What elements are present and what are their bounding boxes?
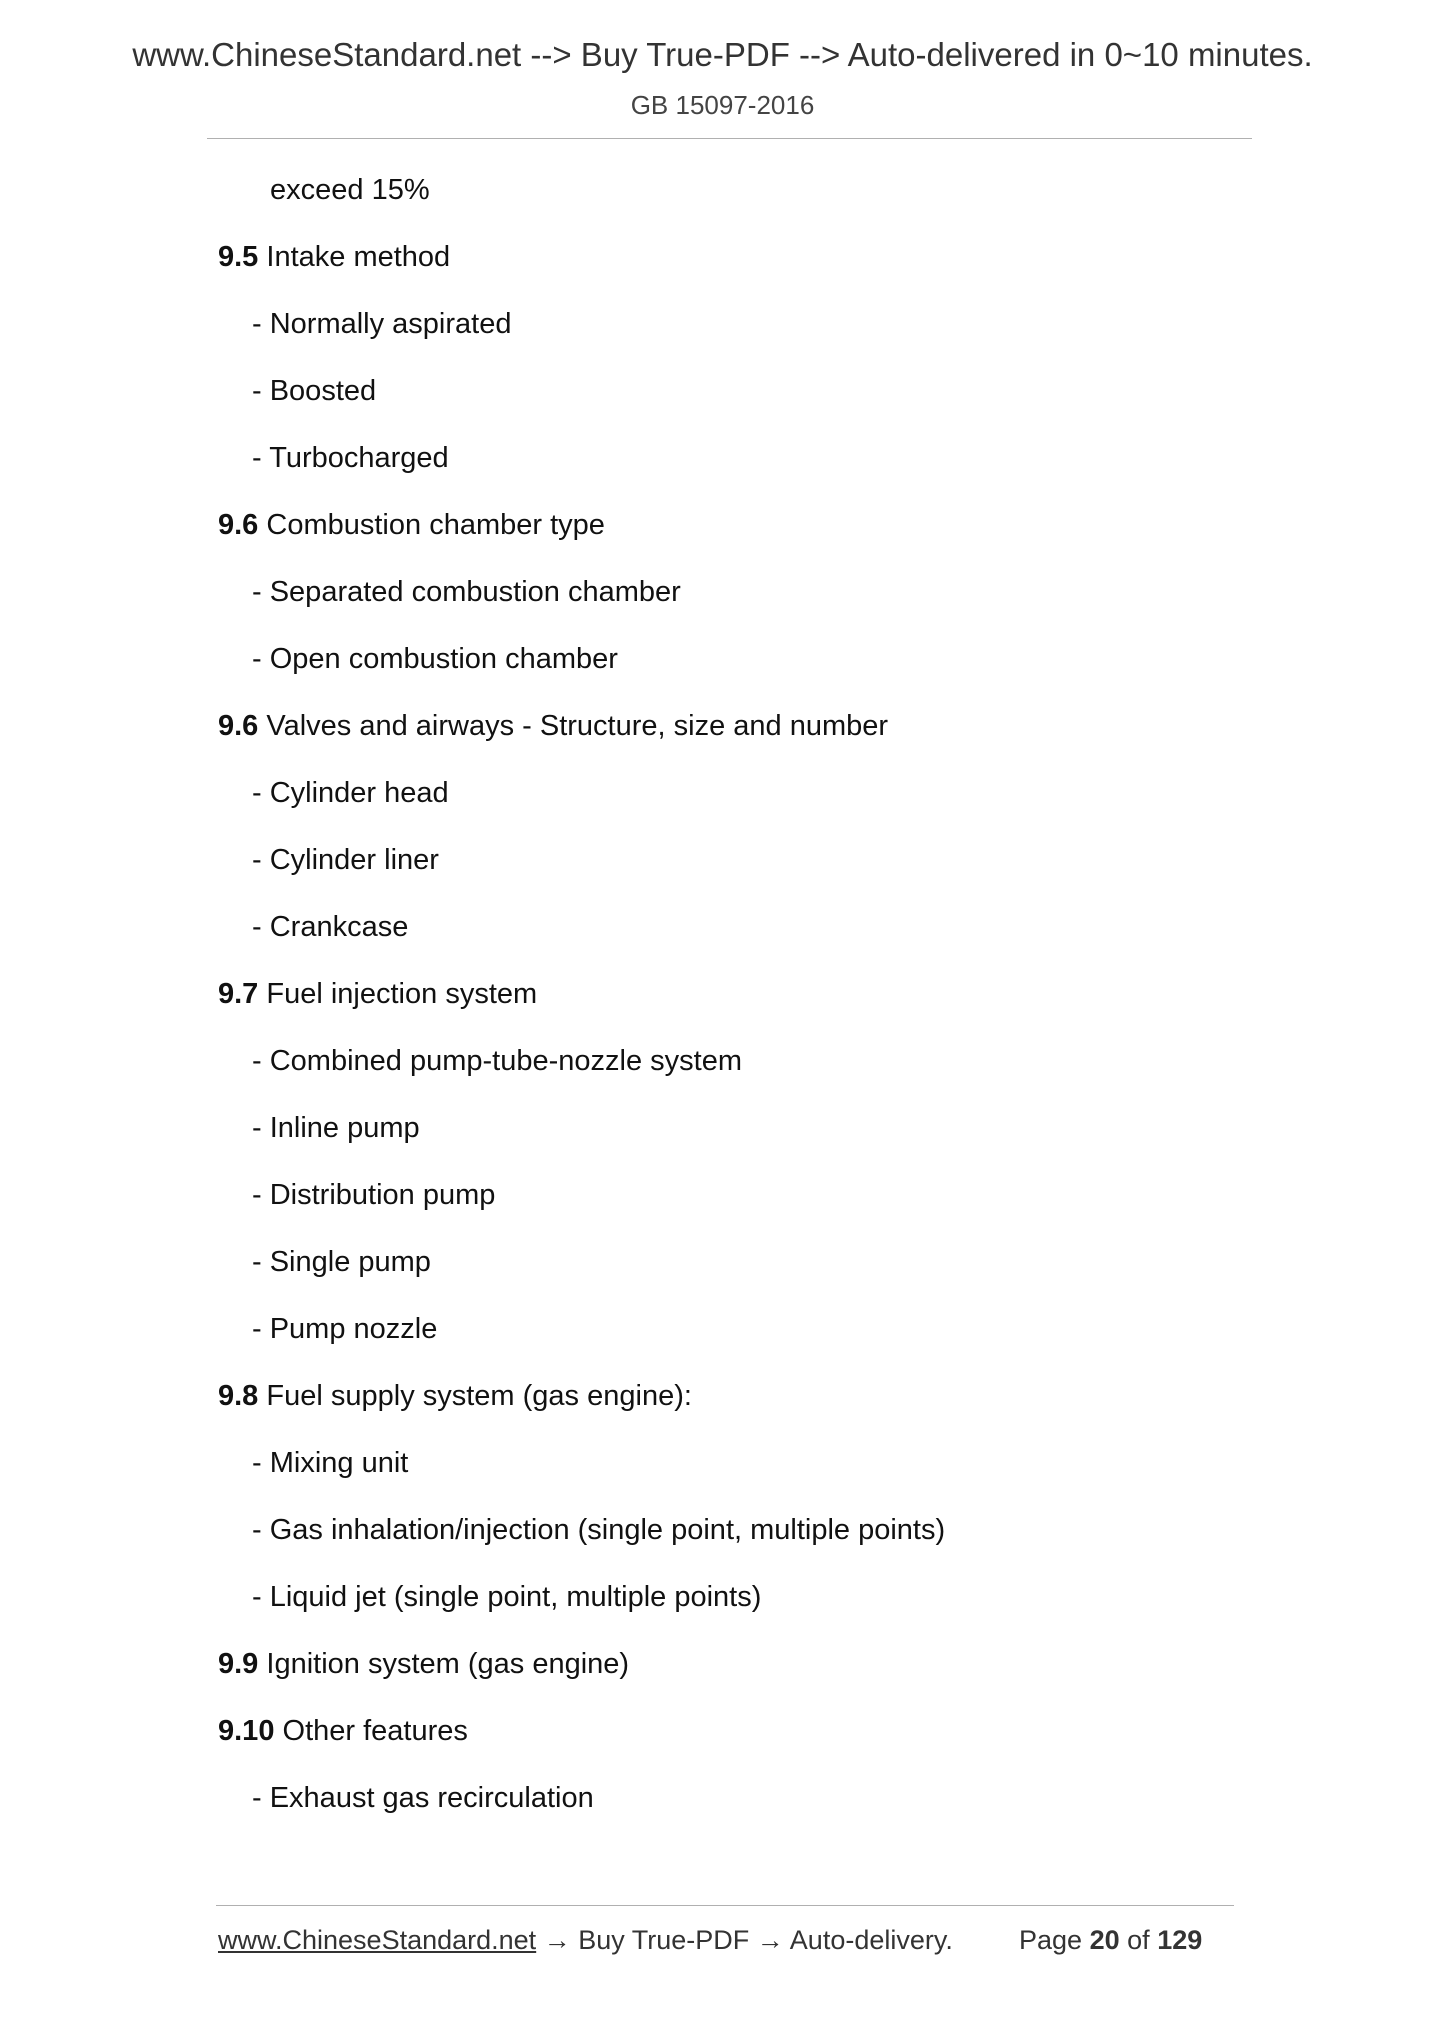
list-item: - Separated combustion chamber <box>252 576 681 608</box>
page-number: 20 <box>1089 1925 1120 1955</box>
list-item: - Crankcase <box>252 911 409 943</box>
section-title: Ignition system (gas engine) <box>266 1648 630 1680</box>
arrow-icon: → <box>543 1925 571 1955</box>
page-label: Page <box>1019 1925 1083 1955</box>
list-item: - Boosted <box>252 375 377 407</box>
section-title: Combustion chamber type <box>266 509 605 541</box>
section-title: Intake method <box>266 241 451 273</box>
list-item: - Gas inhalation/injection (single point, multiple points) <box>252 1514 946 1546</box>
list-item: - Cylinder liner <box>252 844 439 876</box>
footer-divider <box>216 1905 1234 1906</box>
header-divider <box>207 138 1252 139</box>
list-item: - Combined pump-tube-nozzle system <box>252 1045 742 1077</box>
section-9-7-heading <box>218 977 537 1011</box>
list-item: - Exhaust gas recirculation <box>252 1782 594 1814</box>
section-number: 9.6 <box>218 509 259 541</box>
section-9-5-heading <box>218 240 450 274</box>
section-9-8-heading <box>218 1379 692 1413</box>
list-item: - Pump nozzle <box>252 1313 438 1345</box>
section-9-10-heading <box>218 1714 468 1748</box>
standard-id: GB 15097-2016 <box>630 90 815 120</box>
page-indicator <box>1019 1924 1202 1956</box>
list-item: - Inline pump <box>252 1112 420 1144</box>
section-number: 9.10 <box>218 1715 275 1747</box>
list-item: - Mixing unit <box>252 1447 409 1479</box>
section-title: Other features <box>282 1715 468 1747</box>
of-label: of <box>1127 1925 1150 1955</box>
section-number: 9.9 <box>218 1648 259 1680</box>
list-item: - Cylinder head <box>252 777 449 809</box>
section-number: 9.6 <box>218 710 259 742</box>
list-item: - Distribution pump <box>252 1179 496 1211</box>
page-total: 129 <box>1157 1925 1203 1955</box>
arrow-icon: → <box>756 1925 784 1955</box>
section-title: Fuel injection system <box>266 978 538 1010</box>
section-number: 9.5 <box>218 241 259 273</box>
list-item: - Single pump <box>252 1246 431 1278</box>
list-item: - Turbocharged <box>252 442 449 474</box>
buy-true-pdf-text: Buy True-PDF <box>578 1925 750 1955</box>
section-number: 9.7 <box>218 978 259 1010</box>
section-title: Fuel supply system (gas engine): <box>266 1380 692 1412</box>
section-9-9-heading <box>218 1647 629 1681</box>
section-title: Valves and airways - Structure, size and number <box>266 710 889 742</box>
footer-nav <box>218 1924 953 1956</box>
auto-delivery-text: Auto-delivery. <box>789 1925 953 1955</box>
header-banner: www.ChineseStandard.net --> Buy True-PDF --> Auto-delivered in 0~10 minutes. <box>132 36 1313 73</box>
list-item: - Liquid jet (single point, multiple points) <box>252 1581 762 1613</box>
site-link[interactable]: www.ChineseStandard.net <box>218 1925 537 1955</box>
list-item: - Open combustion chamber <box>252 643 618 675</box>
section-9-6-heading <box>218 508 605 542</box>
list-item: - Normally aspirated <box>252 308 512 340</box>
section-9-6-valves-heading <box>218 709 888 743</box>
section-number: 9.8 <box>218 1380 259 1412</box>
continuation-text: exceed 15% <box>270 174 430 206</box>
